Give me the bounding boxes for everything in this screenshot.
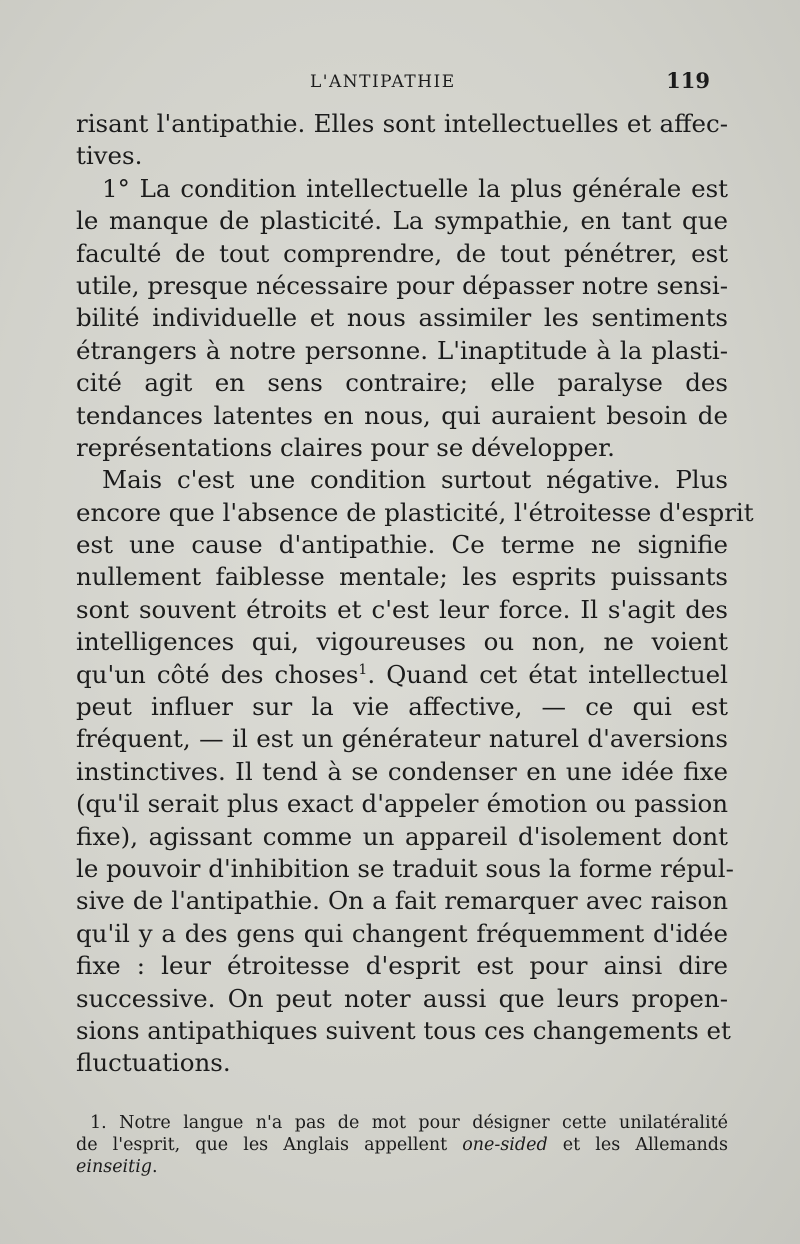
text-line: cité agit en sens contraire; elle paralyse des <box>76 368 728 398</box>
text-line: sont souvent étroits et c'est leur force. Il s'agit des <box>76 594 728 624</box>
text-line: instinctives. Il tend à se condenser en une idée fixe <box>76 756 728 786</box>
footnote-line <box>76 1134 728 1156</box>
text-line: peut influer sur la vie affective, — ce qui est <box>76 692 728 722</box>
text-line: intelligences qui, vigoureuses ou non, ne voient <box>76 627 728 657</box>
footnote <box>76 1112 728 1178</box>
text-line: Mais c'est une condition surtout négative. Plus <box>102 465 728 495</box>
text-line: fixe), agissant comme un appareil d'isolement dont <box>76 821 728 851</box>
text-fragment: qu'un côté des choses <box>76 659 359 689</box>
footnote-ref: 1 <box>358 661 368 678</box>
text-line: bilité individuelle et nous assimiler les sentiments <box>76 303 728 333</box>
running-head <box>78 68 710 96</box>
page-number: 119 <box>666 68 710 93</box>
text-fragment: . Quand cet état intellectuel <box>367 659 728 689</box>
text-line: tendances latentes en nous, qui auraient besoin de <box>76 400 728 430</box>
text-line: utile, presque nécessaire pour dépasser notre sensi- <box>76 270 728 300</box>
footnote-line <box>76 1156 728 1178</box>
text-line: successive. On peut noter aussi que leurs propen- <box>76 983 728 1013</box>
italic-term: einseitig <box>76 1157 152 1177</box>
text-line: sive de l'antipathie. On a fait remarquer avec raison <box>76 886 728 916</box>
running-title: L'ANTIPATHIE <box>310 72 456 92</box>
text-fragment: . <box>152 1157 158 1177</box>
text-line: fluctuations. <box>76 1048 231 1078</box>
text-line: étrangers à notre personne. L'inaptitude à la plasti- <box>76 335 728 365</box>
text-line: représentations claires pour se développer. <box>76 432 615 462</box>
text-line: le manque de plasticité. La sympathie, en tant que <box>76 206 728 236</box>
text-line: fixe : leur étroitesse d'esprit est pour ainsi dire <box>76 951 728 981</box>
text-line: sions antipathiques suivent tous ces changements et <box>76 1015 731 1045</box>
text-line: faculté de tout comprendre, de tout pénétrer, est <box>76 238 728 268</box>
footnote-line: 1. Notre langue n'a pas de mot pour désigner cette unilatéralité <box>90 1113 728 1133</box>
text-line: 1° La condition intellectuelle la plus générale est <box>102 173 728 203</box>
text-line: (qu'il serait plus exact d'appeler émotion ou passion <box>76 789 728 819</box>
text-line: le pouvoir d'inhibition se traduit sous la forme répul- <box>76 853 734 883</box>
text-line: fréquent, — il est un générateur naturel d'aversions <box>76 724 728 754</box>
text-fragment: de l'esprit, que les Anglais appellent <box>76 1135 463 1155</box>
text-line: qu'il y a des gens qui changent fréquemment d'idée <box>76 918 728 948</box>
text-line: risant l'antipathie. Elles sont intellectuelles et affec- <box>76 109 728 138</box>
italic-term: one-sided <box>462 1135 548 1155</box>
text-line: est une cause d'antipathie. Ce terme ne signifie <box>76 530 728 560</box>
text-line: encore que l'absence de plasticité, l'étroitesse d'esprit <box>76 497 754 527</box>
body-text <box>76 108 754 1080</box>
text-fragment: et les Allemands <box>547 1135 728 1155</box>
text-line: tives. <box>76 141 143 171</box>
text-line: nullement faiblesse mentale; les esprits puissants <box>76 562 728 592</box>
text-line-with-footnote-ref <box>76 659 728 691</box>
